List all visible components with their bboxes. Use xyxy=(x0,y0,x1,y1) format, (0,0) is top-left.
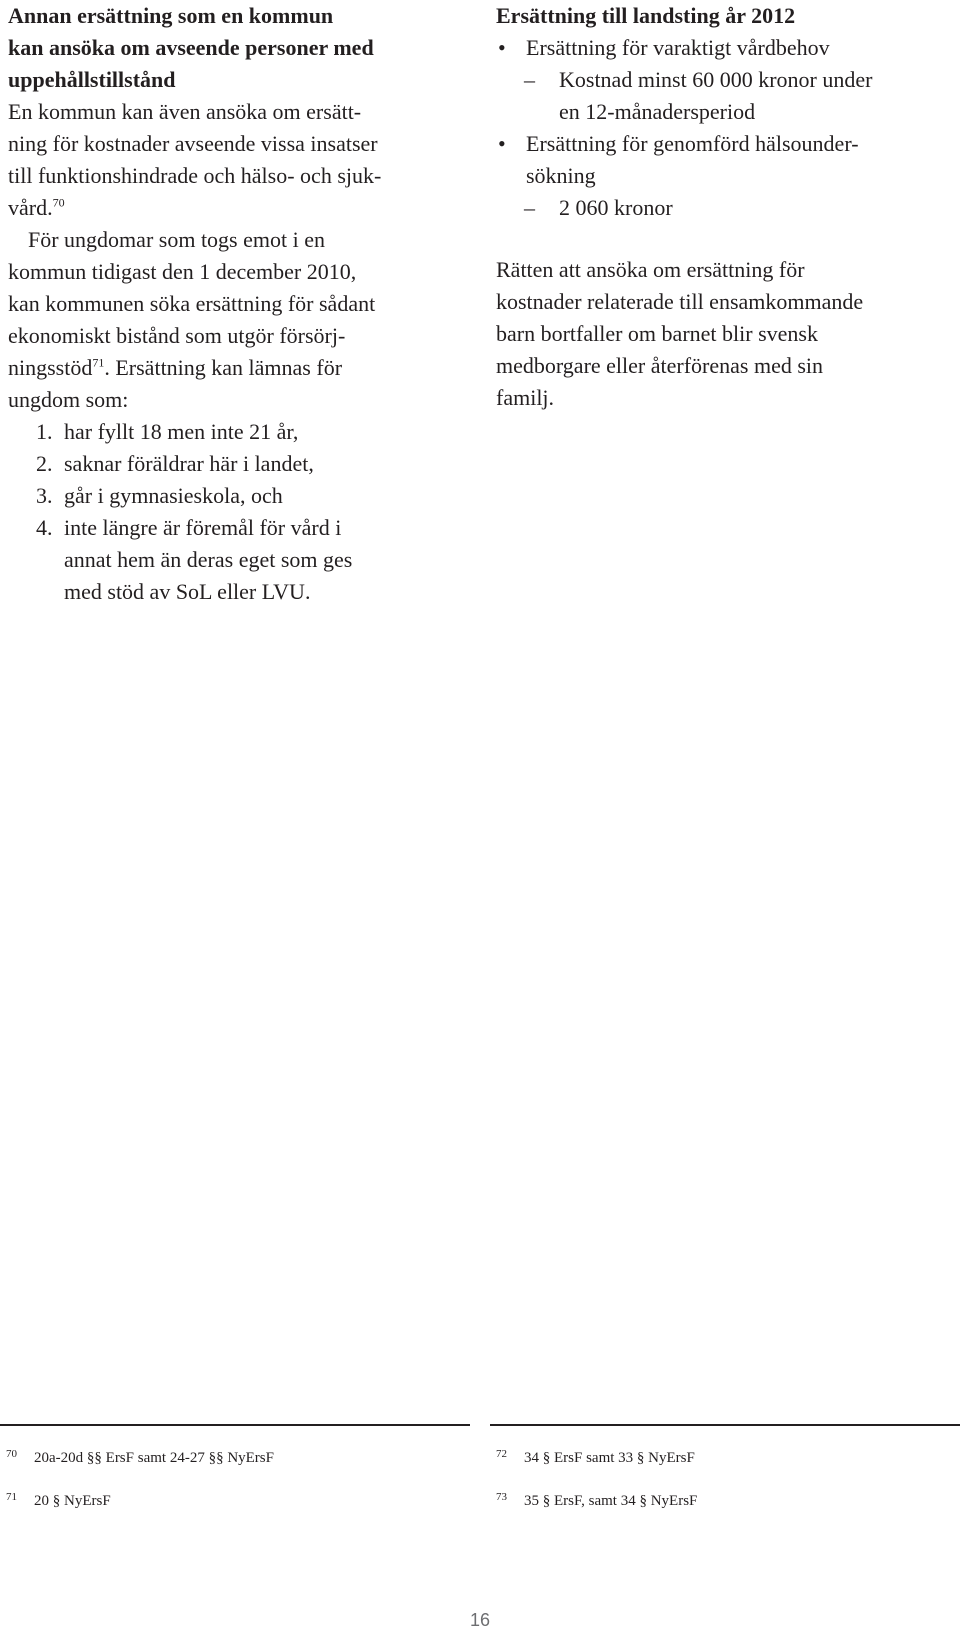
list-item xyxy=(8,448,463,480)
list-item xyxy=(8,416,463,448)
bullet-item xyxy=(496,32,951,64)
footnote-divider xyxy=(490,1424,960,1426)
footnote-text: 20 § NyErsF xyxy=(34,1493,111,1509)
list-number: 1. xyxy=(36,419,53,444)
section-heading: Annan ersättning som en kommun xyxy=(8,3,334,28)
list-number: 3. xyxy=(36,483,53,508)
paragraph-text: ningsstöd xyxy=(8,355,93,380)
bullet-item-continued: sökning xyxy=(526,163,596,188)
dash-text: 2 060 kronor xyxy=(559,195,673,220)
dash-item-continued: en 12-månadersperiod xyxy=(559,99,756,124)
footnote-ref: 71 xyxy=(92,355,105,370)
dash-icon: – xyxy=(524,67,535,92)
paragraph-line: kostnader relaterade till ensamkommande xyxy=(496,289,864,314)
left-column xyxy=(8,0,463,608)
dash-item xyxy=(496,64,951,96)
right-column xyxy=(496,0,951,414)
page-number: 16 xyxy=(469,1610,491,1630)
list-text: har fyllt 18 men inte 21 år, xyxy=(64,419,299,444)
section-heading: Ersättning till landsting år 2012 xyxy=(496,3,796,28)
list-item xyxy=(8,480,463,512)
paragraph-line: kan kommunen söka ersättning för sådant xyxy=(8,291,376,316)
list-text: inte längre är föremål för vård i xyxy=(64,515,342,540)
numbered-list xyxy=(8,416,463,608)
footnote-text: 34 § ErsF samt 33 § NyErsF xyxy=(524,1450,695,1466)
bullet-icon: • xyxy=(498,35,506,60)
list-item-continued: med stöd av SoL eller LVU. xyxy=(64,579,311,604)
paragraph-line: kommun tidigast den 1 december 2010, xyxy=(8,259,357,284)
footnote-number: 70 xyxy=(6,1448,17,1460)
section-heading: uppehållstillstånd xyxy=(8,67,176,92)
list-item-continued: annat hem än deras eget som ges xyxy=(64,547,353,572)
section-heading: kan ansöka om avseende personer med xyxy=(8,35,374,60)
paragraph-line xyxy=(8,352,463,384)
paragraph-line: För ungdomar som togs emot i en xyxy=(28,227,325,252)
bullet-text: Ersättning för genomförd hälsounder- xyxy=(526,131,859,156)
paragraph-line: En kommun kan även ansöka om ersätt- xyxy=(8,99,362,124)
footnote-ref: 70 xyxy=(52,195,65,210)
footnote-text: 35 § ErsF, samt 34 § NyErsF xyxy=(524,1493,698,1509)
dash-item xyxy=(496,192,951,224)
list-number: 4. xyxy=(36,515,53,540)
paragraph-line: ungdom som: xyxy=(8,387,129,412)
footnote-number: 72 xyxy=(496,1448,507,1460)
paragraph-line: Rätten att ansöka om ersättning för xyxy=(496,257,805,282)
dash-text: Kostnad minst 60 000 kronor under xyxy=(559,67,873,92)
bullet-icon: • xyxy=(498,131,506,156)
dash-icon: – xyxy=(524,195,535,220)
bullet-text: Ersättning för varaktigt vårdbehov xyxy=(526,35,830,60)
footnote-number: 73 xyxy=(496,1491,507,1503)
paragraph-line: till funktionshindrade och hälso- och sjuk- xyxy=(8,163,382,188)
list-number: 2. xyxy=(36,451,53,476)
bullet-item xyxy=(496,128,951,160)
list-item xyxy=(8,512,463,544)
paragraph-line: familj. xyxy=(496,385,555,410)
paragraph-line xyxy=(8,192,463,224)
paragraph-line: medborgare eller återförenas med sin xyxy=(496,353,824,378)
list-text: saknar föräldrar här i landet, xyxy=(64,451,314,476)
paragraph-text: vård. xyxy=(8,195,53,220)
paragraph-line: ning för kostnader avseende vissa insatser xyxy=(8,131,378,156)
spacer xyxy=(496,224,951,254)
footnote-text: 20a-20d §§ ErsF samt 24-27 §§ NyErsF xyxy=(34,1450,274,1466)
paragraph-text: . Ersättning kan lämnas för xyxy=(104,355,343,380)
footnote-number: 71 xyxy=(6,1491,17,1503)
footnote-divider xyxy=(0,1424,470,1426)
paragraph-line: ekonomiskt bistånd som utgör försörj- xyxy=(8,323,346,348)
paragraph-line: barn bortfaller om barnet blir svensk xyxy=(496,321,818,346)
list-text: går i gymnasieskola, och xyxy=(64,483,283,508)
